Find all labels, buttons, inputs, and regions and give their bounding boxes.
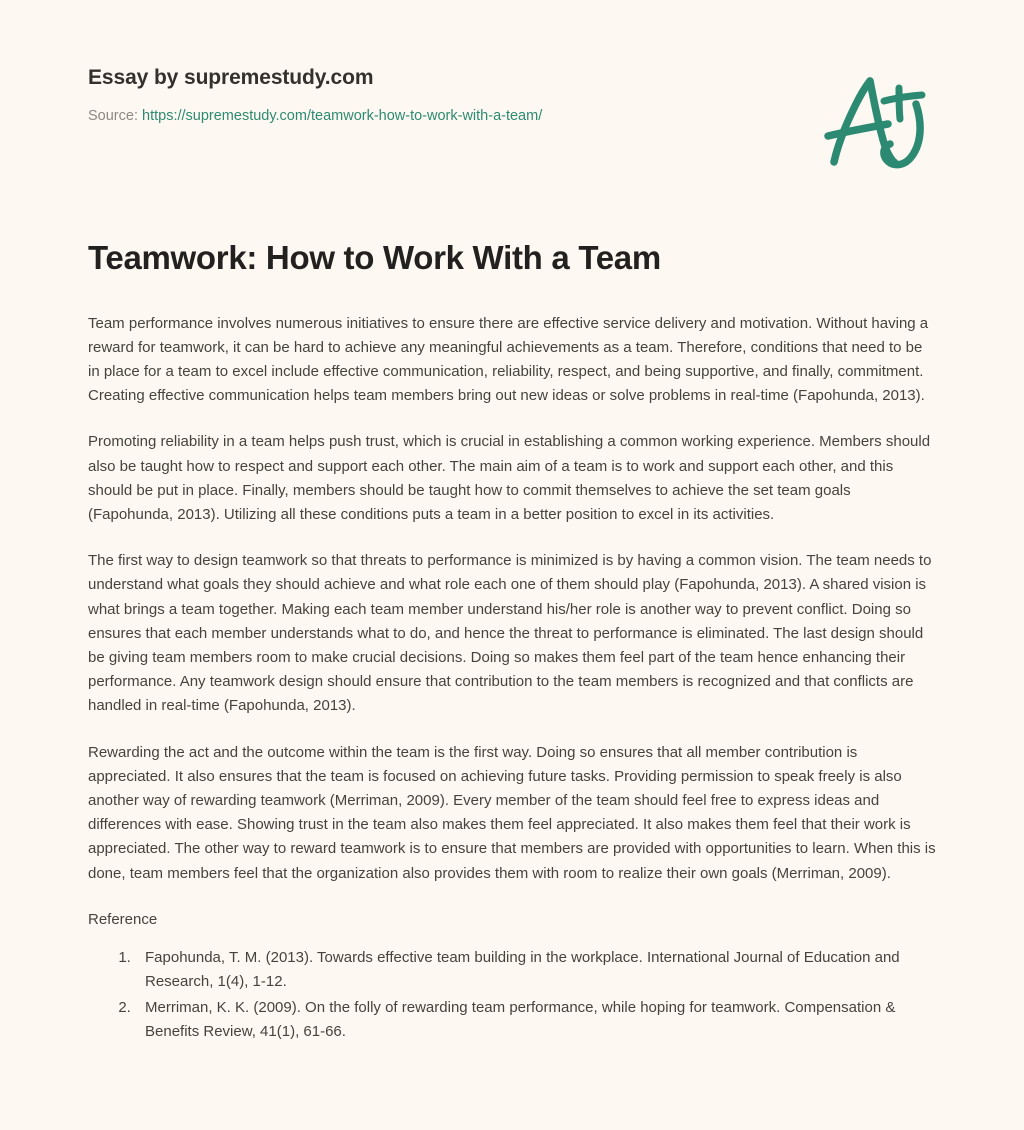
reference-list	[88, 946, 936, 1045]
page-title: Teamwork: How to Work With a Team	[88, 239, 661, 276]
source-label: Source:	[88, 108, 138, 125]
page-header	[0, 0, 1024, 200]
list-item: 1. Fapohunda, T. M. (2013). Towards effective team building in the workplace. International Journal of Education and Research, 1(4), 1-12.	[135, 946, 936, 994]
source-line	[88, 106, 542, 126]
aplus-logo-icon	[812, 66, 952, 176]
paragraph: The first way to design teamwork so that threats to performance is minimized is by having a common vision. The team needs to understand what goals they should achieve and what role each one of them should play (Fapohunda, 2013). A shared vision is what brings a team together. Making each team member understand his/her role is another way to prevent conflict. Doing so ensures that each member understands what to do, and hence the threat to performance is eliminated. The last design should be giving team members room to make crucial decisions. Doing so makes them feel part of the team hence enhancing their performance. Any teamwork design should ensure that contribution to the team members is recognized and that conflicts are handled in real-time (Fapohunda, 2013).	[88, 552, 932, 715]
paragraph: Team performance involves numerous initiatives to ensure there are effective service delivery and motivation. Without having a reward for teamwork, it can be hard to achieve any meaningful achievements as a team. Therefore, conditions that need to be in place for a team to excel include effective communication, reliability, respect, and being supportive, and finally, commitment. Creating effective communication helps team members bring out new ideas or solve problems in real-time (Fapohunda, 2013).	[88, 314, 929, 405]
list-item: 2. Merriman, K. K. (2009). On the folly of rewarding team performance, while hoping for teamwork. Compensation & Benefits Review, 41(1), 61-66.	[135, 996, 936, 1044]
paragraph: Promoting reliability in a team helps push trust, which is crucial in establishing a common working experience. Members should also be taught how to respect and support each other. The main aim of a team is to work and support each other, and this should be put in place. Finally, members should be taught how to commit themselves to achieve the set team goals (Fapohunda, 2013). Utilizing all these conditions puts a team in a better position to excel in its activities.	[88, 433, 931, 524]
reference-heading: Reference	[88, 910, 158, 928]
paragraph: Rewarding the act and the outcome within the team is the first way. Doing so ensures that all member contribution is appreciated. It also ensures that the team is focused on achieving future tasks. Providing permission to speak freely is also another way of rewarding teamwork (Merriman, 2009). Every member of the team should feel free to express ideas and differences with ease. Showing trust in the team also makes them feel appreciated. It also makes them feel that their work is appreciated. The other way to reward teamwork is to ensure that members are provided with opportunities to learn. When this is done, team members feel that the organization also provides them with room to realize their own goals (Merriman, 2009).	[88, 743, 936, 882]
brand-title: Essay by supremestudy.com	[88, 66, 374, 89]
source-url-link[interactable]: https://supremestudy.com/teamwork-how-to-work-with-a-team/	[142, 108, 543, 125]
article-body	[88, 238, 936, 1047]
aplus-logo[interactable]	[812, 66, 952, 176]
brand-block	[88, 64, 542, 127]
